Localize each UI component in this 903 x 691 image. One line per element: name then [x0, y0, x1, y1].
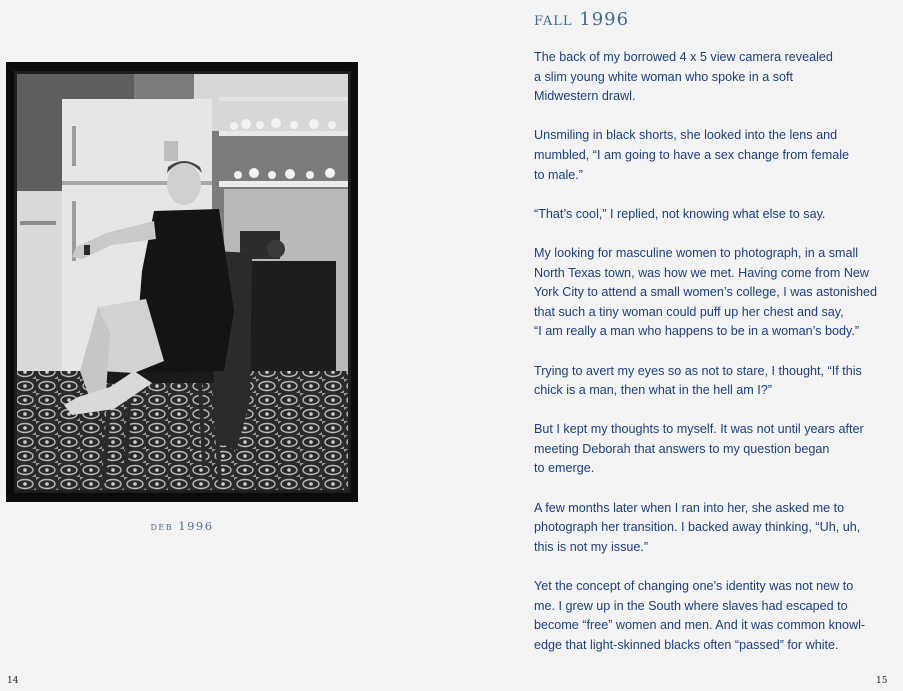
text-line: A few months later when I ran into her, she asked me to	[534, 500, 845, 515]
text-line: Unsmiling in black shorts, she looked into the lens and	[534, 128, 838, 143]
text-line: to emerge.	[534, 461, 595, 476]
page-number-left: 14	[7, 676, 19, 686]
text-line: this is not my issue.”	[534, 539, 649, 554]
body-text	[534, 48, 896, 675]
text-line: Trying to avert my eyes so as not to stare, I thought, “If this	[534, 363, 862, 378]
photo-illustration	[14, 71, 351, 493]
paragraph	[534, 420, 896, 479]
paragraph	[534, 126, 896, 185]
page-number-right: 15	[876, 676, 888, 686]
text-line: mumbled, “I am going to have a sex change from female	[534, 147, 850, 162]
text-line: edge that light-skinned blacks often “passed” for white.	[534, 637, 839, 652]
photograph	[6, 62, 358, 502]
text-line: The back of my borrowed 4 x 5 view camera revealed	[534, 50, 833, 64]
text-line: that such a tiny woman could puff up her chest and say,	[534, 304, 844, 319]
paragraph	[534, 499, 896, 558]
text-line: a slim young white woman who spoke in a soft	[534, 69, 794, 84]
text-line: Midwestern drawl.	[534, 89, 636, 104]
text-line: become “free” women and men. And it was common knowl-	[534, 618, 866, 633]
text-line: “I am really a man who happens to be in a woman’s body.”	[534, 324, 860, 339]
text-line: me. I grew up in the South where slaves had escaped to	[534, 598, 848, 613]
text-line: But I kept my thoughts to myself. It was not until years after	[534, 422, 864, 437]
paragraph	[534, 244, 896, 342]
text-line: Yet the concept of changing one’s identity was not new to	[534, 579, 854, 594]
text-line: My looking for masculine women to photograph, in a small	[534, 245, 859, 260]
text-line: North Texas town, was how we met. Having come from New	[534, 265, 870, 280]
text-line: York City to attend a small women’s college, I was astonished	[534, 285, 878, 300]
text-line: meeting Deborah that answers to my question began	[534, 441, 830, 456]
text-line: chick is a man, then what in the hell am I?”	[534, 383, 772, 398]
section-heading: fall 1996	[534, 9, 630, 30]
paragraph	[534, 205, 896, 225]
text-line: photograph her transition. I backed away thinking, “Uh, uh,	[534, 520, 861, 535]
photo-image	[14, 71, 351, 493]
text-line: “That’s cool,” I replied, not knowing what else to say.	[534, 206, 826, 221]
text-line: to male.”	[534, 167, 583, 182]
paragraph	[534, 48, 896, 107]
paragraph	[534, 362, 896, 401]
paragraph	[534, 577, 896, 655]
photo-caption: deb 1996	[150, 519, 214, 533]
